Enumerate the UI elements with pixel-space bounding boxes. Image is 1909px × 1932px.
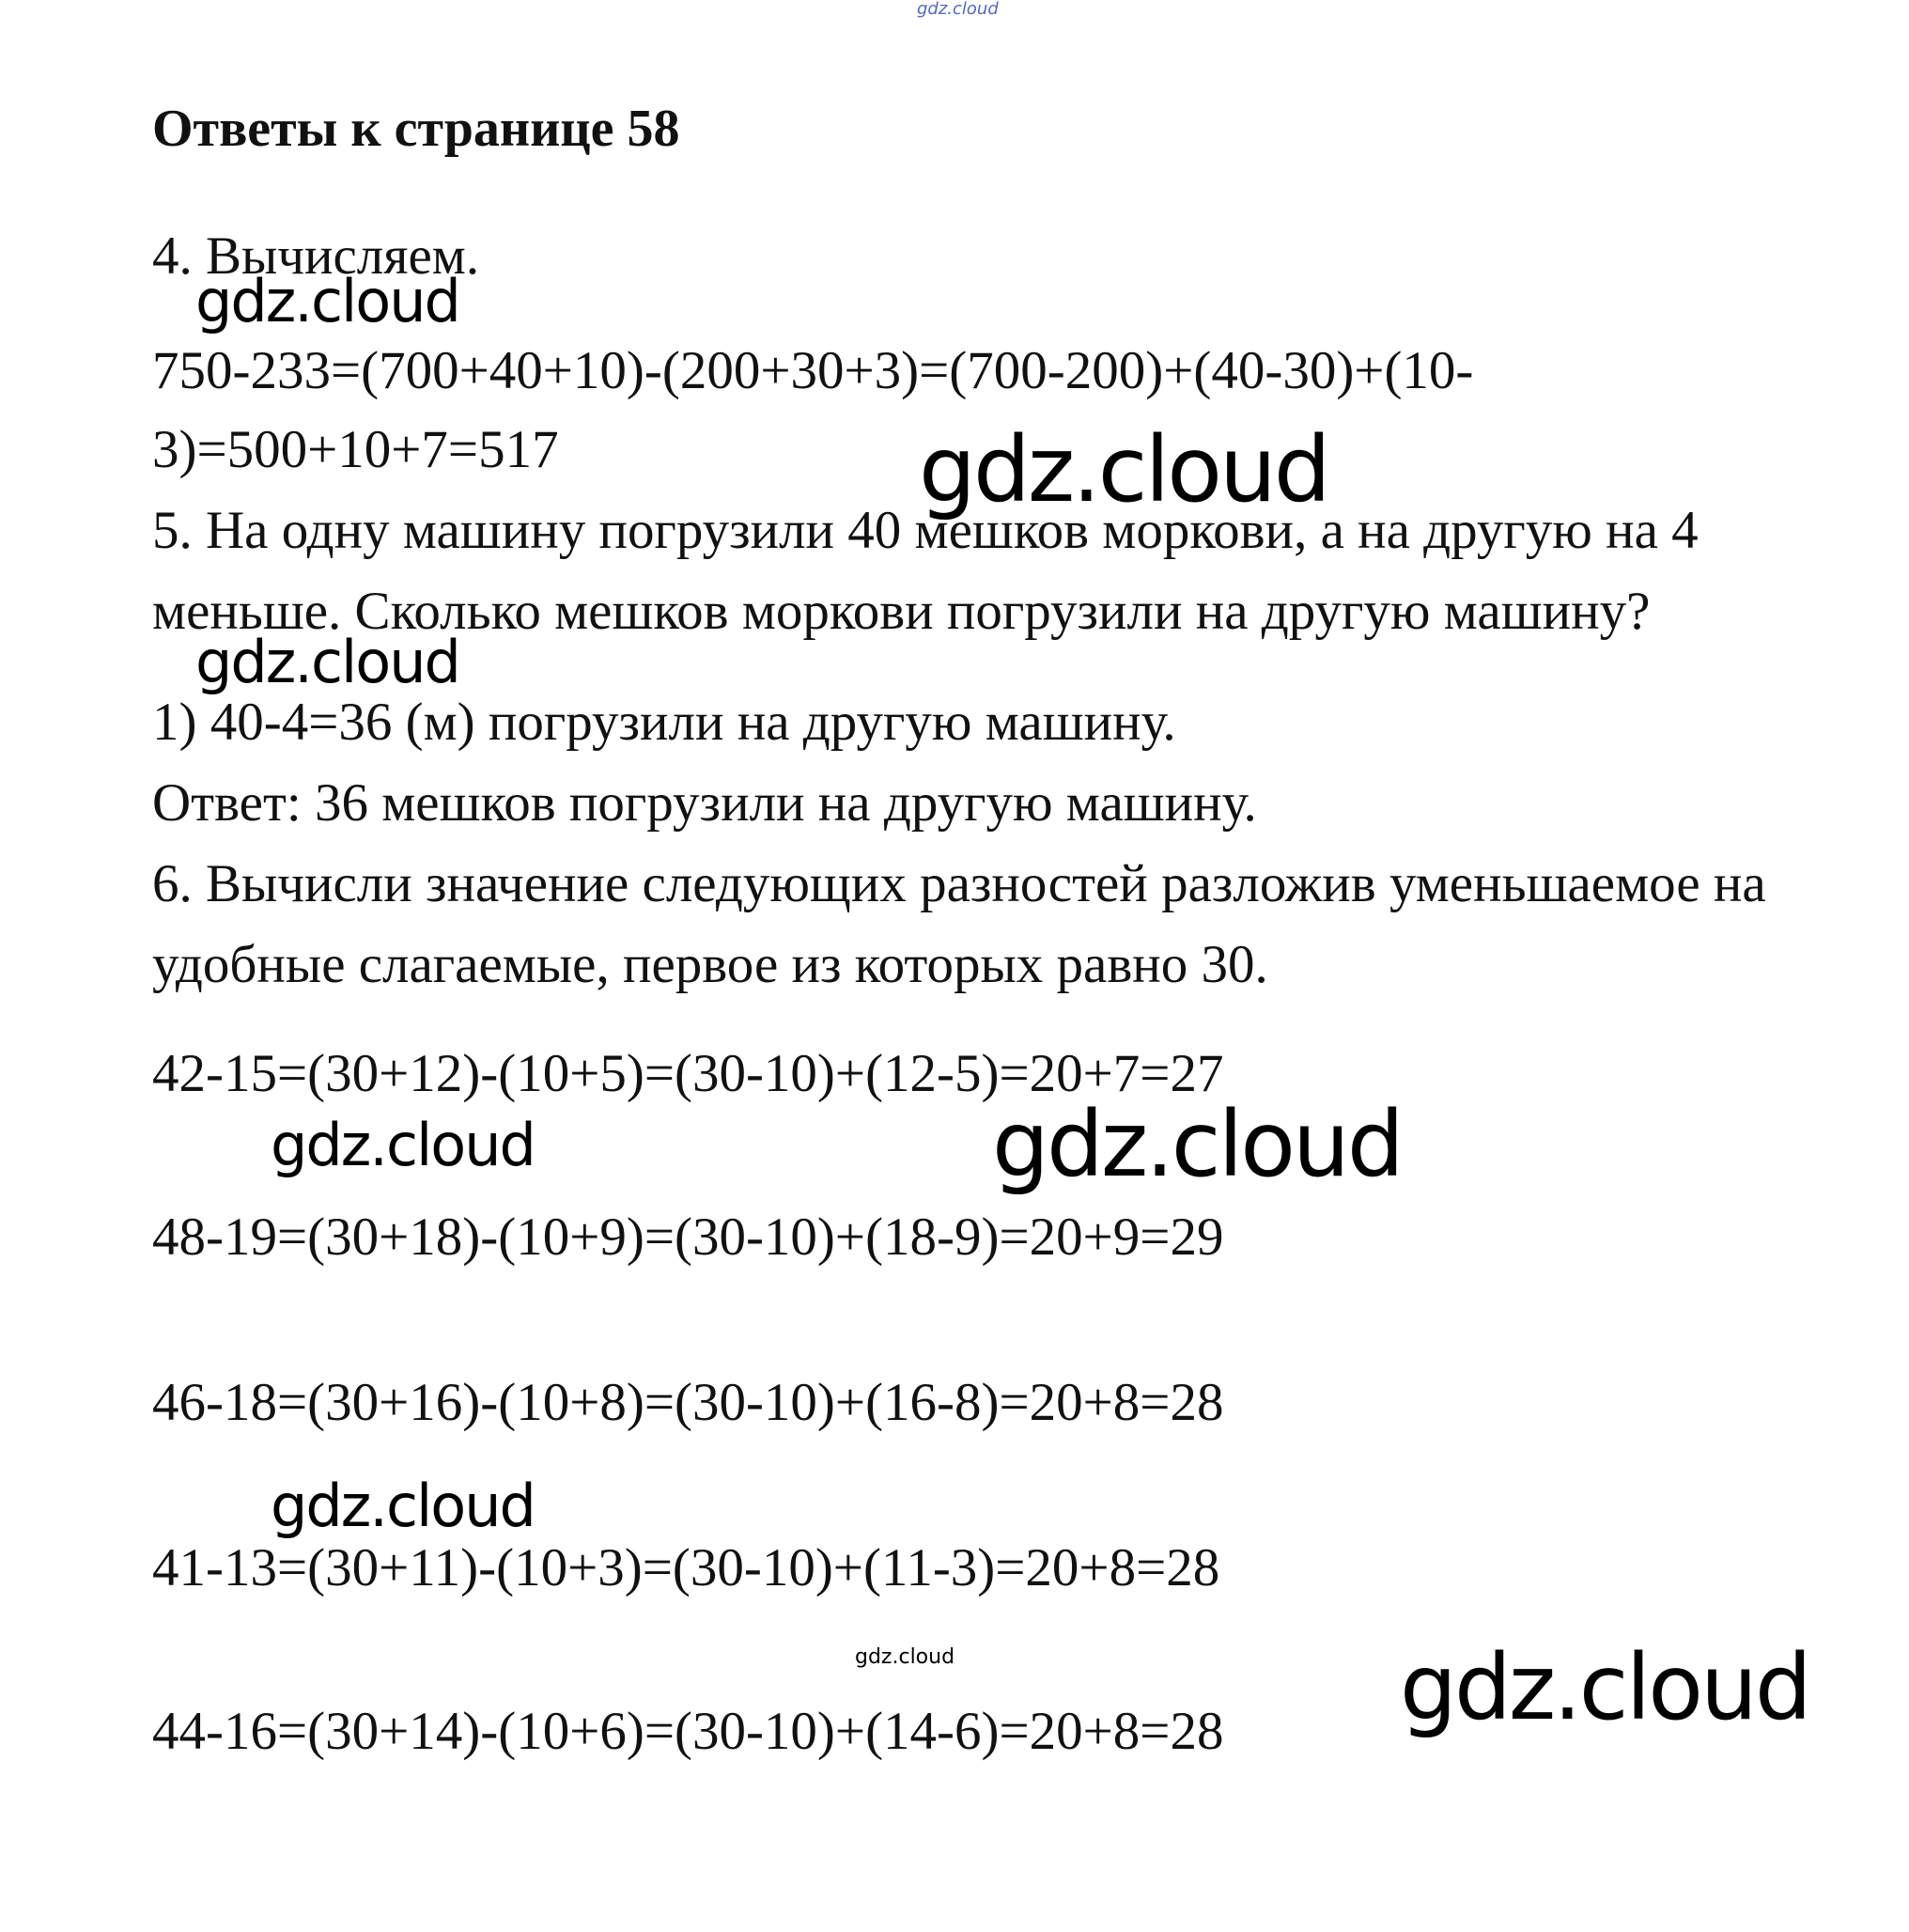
watermark: gdz.cloud (195, 628, 459, 696)
task-6-text: удобные слагаемые, первое из которых равно 30. (152, 935, 1268, 994)
watermark: gdz.cloud (195, 267, 459, 335)
equation-line: 48-19=(30+18)-(10+9)=(30-10)+(18-9)=20+9=29 (152, 1208, 1224, 1267)
task-5-solution: 1) 40-4=36 (м) погрузили на другую машину. (152, 693, 1176, 752)
watermark: gdz.cloud (855, 1645, 955, 1669)
equation-line: 750-233=(700+40+10)-(200+30+3)=(700-200)+(40-30)+(10- (152, 341, 1474, 400)
equation-line: 44-16=(30+14)-(10+6)=(30-10)+(14-6)=20+8=28 (152, 1702, 1224, 1761)
equation-line: 42-15=(30+12)-(10+5)=(30-10)+(12-5)=20+7=27 (152, 1044, 1224, 1103)
task-5-text: меньше. Сколько мешков моркови погрузили на другую машину? (152, 582, 1651, 641)
equation-line: 46-18=(30+16)-(10+8)=(30-10)+(16-8)=20+8=28 (152, 1373, 1224, 1432)
equation-line: 3)=500+10+7=517 (152, 420, 559, 479)
watermark: gdz.cloud (1400, 1635, 1809, 1740)
watermark: gdz.cloud (271, 1472, 535, 1540)
watermark: gdz.cloud (992, 1092, 1402, 1197)
watermark: gdz.cloud (919, 417, 1328, 522)
task-5-text: 5. На одну машину погрузили 40 мешков моркови, а на другую на 4 (152, 501, 1699, 560)
page-title: Ответы к странице 58 (152, 100, 680, 158)
watermark-top: gdz.cloud (917, 0, 999, 19)
watermark: gdz.cloud (271, 1111, 535, 1179)
task-5-answer: Ответ: 36 мешков погрузили на другую машину. (152, 773, 1257, 833)
task-4-heading: 4. Вычисляем. (152, 226, 480, 286)
task-6-text: 6. Вычисли значение следующих разностей разложив уменьшаемое на (152, 854, 1766, 913)
equation-line: 41-13=(30+11)-(10+3)=(30-10)+(11-3)=20+8=28 (152, 1538, 1220, 1597)
